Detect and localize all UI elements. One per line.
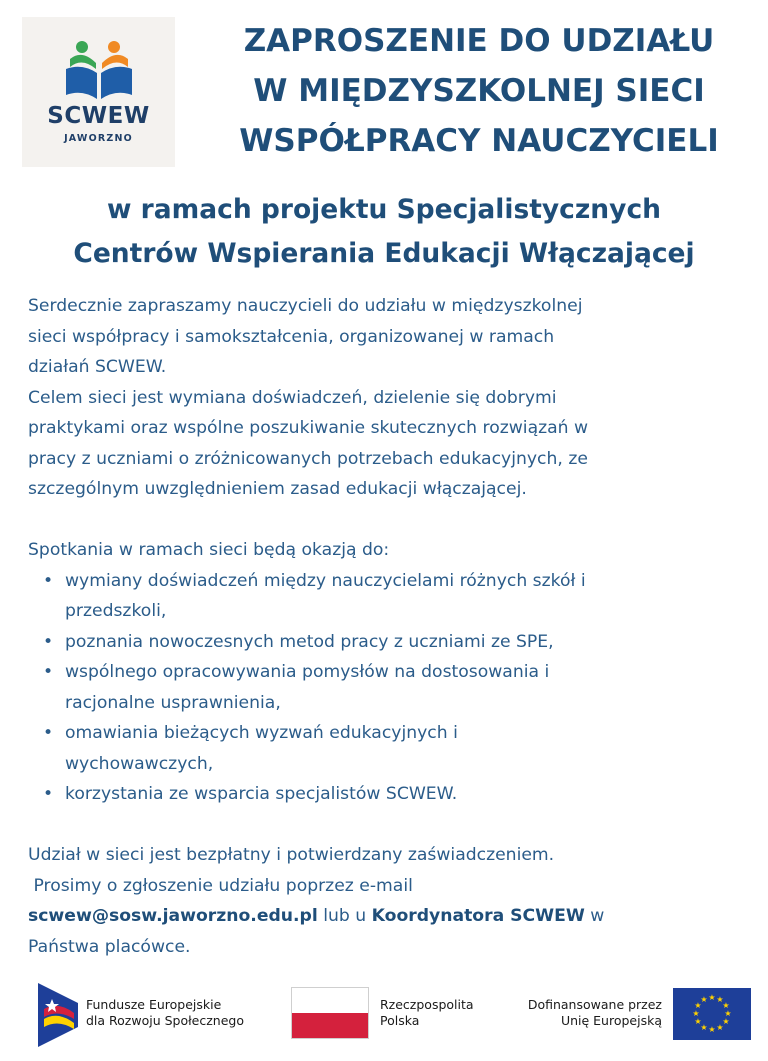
intro-line: pracy z uczniami o zróżnicowanych potrzebach edukacyjnych, ze [28,448,588,469]
polish-flag-icon [291,987,369,1039]
eu-flag-icon [673,988,751,1040]
title-line-1: ZAPROSZENIE DO UDZIAŁU [243,23,715,59]
subtitle-line-2: Centrów Wspierania Edukacji Włączającej [73,238,695,269]
scwew-logo [22,17,175,167]
coordinator-label: Koordynatora SCWEW [371,906,585,926]
contact-line: scwew@sosw.jaworzno.edu.pl lub u Koordynatora SCWEW w [28,906,605,926]
title-line-2: W MIĘDZYSZKOLNEJ SIECI [253,73,705,109]
svg-text:★: ★ [716,995,724,1004]
logo-city: JAWORZNO [64,133,133,144]
eu-cofunded-label: Dofinansowane przez Unię Europejską [527,997,662,1028]
intro-line: Serdecznie zapraszamy nauczycieli do udziału w międzyszkolnej [28,296,583,316]
intro-line: szczególnym uwzględnieniem zasad edukacji włączającej. [28,479,527,499]
subtitle-line-1: w ramach projektu Specjalistycznych [106,194,662,225]
svg-text:★: ★ [694,1017,702,1026]
closing-line: Prosimy o zgłoszenie udziału poprzez e-mail [28,875,413,896]
logo-name: SCWEW [47,103,150,129]
intro-line: działań SCWEW. [28,357,167,377]
page-title [190,16,768,166]
svg-text:★: ★ [724,1009,732,1018]
title-line-3: WSPÓŁPRACY NAUCZYCIELI [239,123,719,159]
closing-line: Państwa placówce. [28,936,191,957]
svg-text:★: ★ [708,1025,716,1034]
intro-line: sieci współpracy i samokształcenia, organizowanej w ramach [28,326,555,347]
meetings-heading: Spotkania w ramach sieci będą okazją do: [28,540,390,560]
list-item: • korzystania ze wsparcia specjalistów SCWEW. [28,779,763,810]
svg-text:★: ★ [700,995,708,1004]
svg-text:★: ★ [722,1017,730,1026]
intro-line: Celem sieci jest wymiana doświadczeń, dzielenie się dobrymi [28,387,557,408]
contact-email-link[interactable]: scwew@sosw.jaworzno.edu.pl [28,906,318,926]
european-funds-icon [38,983,78,1047]
meetings-list [28,566,763,810]
list-item: • wspólnego opracowywania pomysłów na dostosowania i racjonalne usprawnienia, [28,657,763,718]
closing-line: Udział w sieci jest bezpłatny i potwierdzany zaświadczeniem. [28,845,555,865]
list-item: • poznania nowoczesnych metod pracy z uczniami ze SPE, [28,627,763,658]
page-subtitle [0,188,768,276]
invitation-body [28,291,763,962]
open-book-people-icon [62,39,136,101]
european-funds-label: Fundusze Europejskie dla Rozwoju Społecznego [86,997,245,1028]
republic-poland-label: Rzeczpospolita Polska [380,997,474,1028]
svg-text:★: ★ [694,1001,702,1010]
intro-line: praktykami oraz wspólne poszukiwanie skutecznych rozwiązań w [28,418,589,438]
list-item: • omawiania bieżących wyzwań edukacyjnych i wychowawczych, [28,718,763,779]
svg-text:★: ★ [722,1001,730,1010]
funding-logos-bar [0,980,768,1050]
svg-text:★: ★ [716,1023,724,1032]
list-item: • wymiany doświadczeń między nauczycielami różnych szkół i przedszkoli, [28,566,763,627]
svg-text:★: ★ [700,1023,708,1032]
svg-text:★: ★ [708,993,716,1002]
svg-text:★: ★ [692,1009,700,1018]
